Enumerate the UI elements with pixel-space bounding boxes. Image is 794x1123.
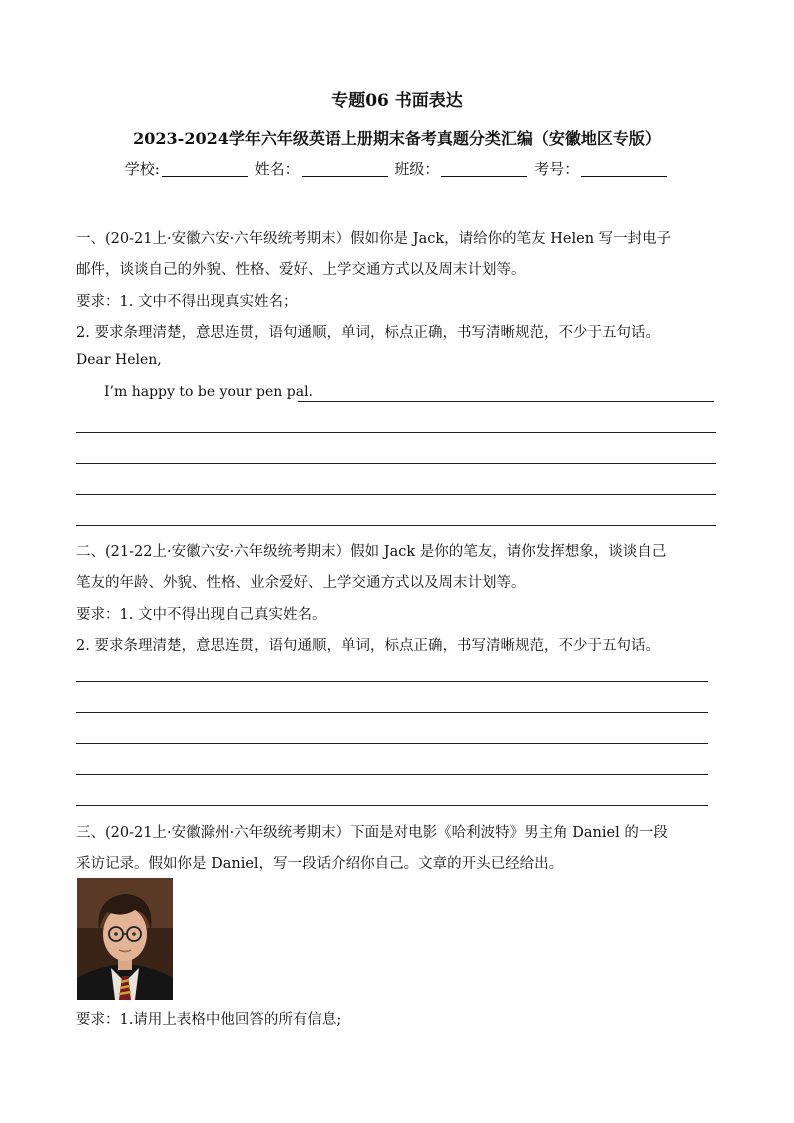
worksheet-title: 专题06 书面表达 [331,91,463,111]
q3-prompt-line2: 采访记录。假如你是 Daniel，写一段话介绍你自己。文章的开头已经给出。 [76,856,564,872]
q1-opening-sentence: I’m happy to be your pen pal. [104,384,314,400]
name-label: 姓名： [254,160,300,178]
q2-prompt-line2: 笔友的年龄、外貌、性格、业余爱好、上学交通方式以及周末计划等。 [76,575,526,591]
q1-answer-line[interactable] [76,494,716,495]
name-blank[interactable] [302,160,388,177]
q2-answer-line[interactable] [76,681,708,682]
q2-requirement-2: 2. 要求条理清楚，意思连贯，语句通顺，单词，标点正确，书写清晰规范，不少于五句话。 [76,638,660,654]
school-blank[interactable] [162,160,248,177]
q1-requirement-2: 2. 要求条理清楚，意思连贯，语句通顺，单词，标点正确，书写清晰规范，不少于五句话。 [76,325,660,341]
q2-requirement-1: 要求：1. 文中不得出现自己真实姓名。 [76,607,327,623]
q1-prompt-line1: 一、(20-21上·安徽六安·六年级统考期末）假如你是 Jack，请给你的笔友 Helen 写一封电子 [76,231,672,247]
class-blank[interactable] [441,160,527,177]
q1-prompt-line2: 邮件，谈谈自己的外貌、性格、爱好、上学交通方式以及周末计划等。 [76,262,526,278]
q2-prompt-line1: 二、(21-22上·安徽六安·六年级统考期末）假如 Jack 是你的笔友，请你发挥想象，谈谈自己 [76,544,667,560]
q1-answer-line[interactable] [76,432,716,433]
q3-prompt-line1: 三、(20-21上·安徽滁州·六年级统考期末）下面是对电影《哈利波特》男主角 Daniel 的一段 [76,825,668,841]
class-label: 班级： [394,160,440,178]
q1-answer-line[interactable] [76,525,716,526]
student-info-row [0,158,794,179]
daniel-portrait-photo [77,878,173,1000]
q3-requirement-1: 要求：1.请用上表格中他回答的所有信息; [76,1012,342,1028]
q1-answer-line[interactable] [298,401,714,402]
q2-answer-line[interactable] [76,805,708,806]
worksheet-subtitle: 2023-2024学年六年级英语上册期末备考真题分类汇编（安徽地区专版） [133,129,661,148]
q1-answer-line[interactable] [76,463,716,464]
number-label: 考号： [534,160,580,178]
q2-answer-line[interactable] [76,743,708,744]
number-blank[interactable] [581,160,667,177]
school-label: 学校: [124,160,160,178]
q1-requirement-1: 要求：1. 文中不得出现真实姓名； [76,294,298,310]
q1-salutation: Dear Helen, [76,352,162,368]
q2-answer-line[interactable] [76,774,708,775]
q2-answer-line[interactable] [76,712,708,713]
